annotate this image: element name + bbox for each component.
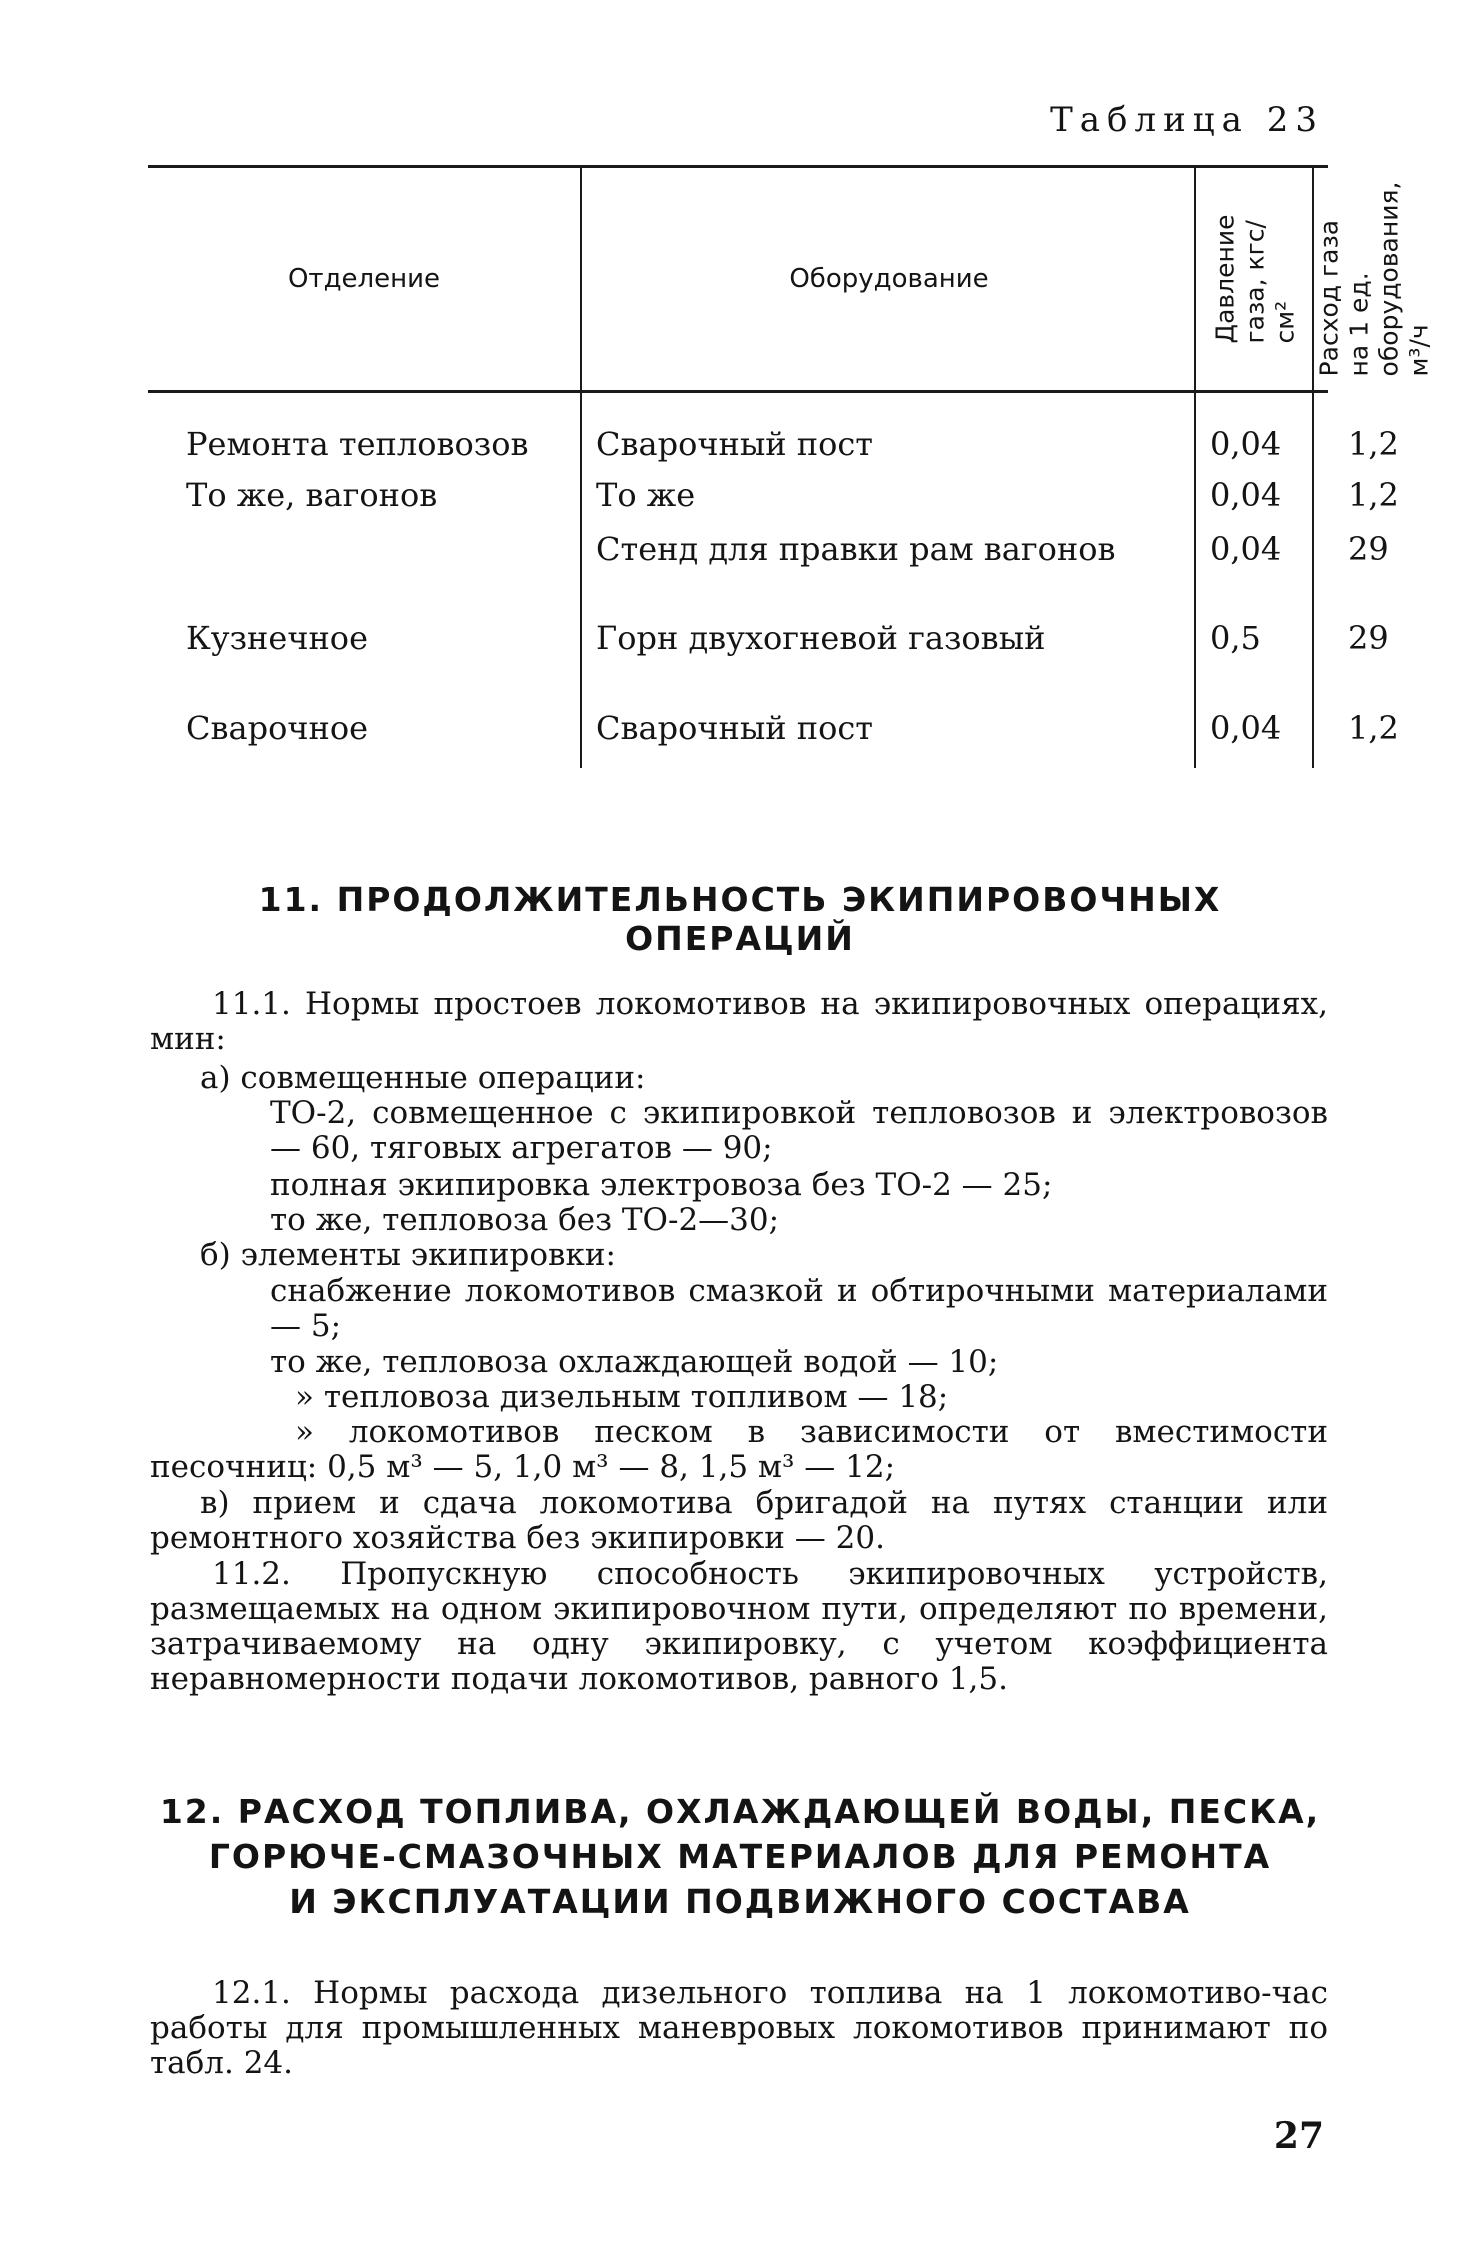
paragraph-11-1: 11.1. Нормы простоев локомотивов на экипировочных операциях, мин: <box>150 986 1328 1057</box>
list-item-v: в) прием и сдача локомотива бригадой на путях станции или ремонтного хозяйства без экипировки — 20. <box>150 1485 1328 1556</box>
list-item-a-1: ТО-2, совмещенное с экипировкой тепловозов и электровозов — 60, тяговых агрегатов — 90; <box>270 1095 1328 1166</box>
cell-pressure: 0,04 <box>1210 530 1282 568</box>
paragraph-12-1: 12.1. Нормы расхода дизельного топлива на 1 локомотиво-час работы для промышленных маневровых локомотивов принимают по табл. 24. <box>150 1975 1328 2081</box>
cell-flow: 1,2 <box>1348 425 1399 463</box>
cell-pressure: 0,5 <box>1210 619 1261 657</box>
cell-equipment: Сварочный пост <box>596 425 873 463</box>
gas-consumption-table <box>148 165 1433 768</box>
header-department: Отделение <box>287 264 441 294</box>
cell-pressure: 0,04 <box>1210 709 1282 747</box>
column-divider <box>1194 393 1196 768</box>
cell-flow: 29 <box>1348 619 1389 657</box>
paragraph-11-2: 11.2. Пропускную способность экипировочных устройств, размещаемых на одном экипировочном пути, определяют по времени, затрачиваемому на одну экипировку, с учетом коэффициента неравномерности подачи локомотивов, равного 1,5. <box>150 1556 1328 1697</box>
list-item-a-3: то же, тепловоза без ТО-2—30; <box>270 1202 780 1238</box>
cell-equipment: То же <box>596 476 696 514</box>
table-caption: Таблица 23 <box>1050 100 1324 140</box>
cell-department: Кузнечное <box>186 619 368 657</box>
cell-pressure: 0,04 <box>1210 476 1282 514</box>
page-number: 27 <box>1273 2115 1324 2157</box>
cell-flow: 29 <box>1348 530 1389 568</box>
cell-department: Ремонта тепловозов <box>186 425 529 463</box>
cell-equipment: Сварочный пост <box>596 709 873 747</box>
list-item-a: а) совмещенные операции: <box>200 1060 646 1096</box>
header-equipment: Оборудование <box>580 168 1196 390</box>
header-pressure: Давление газа, кгс/см² <box>1210 214 1300 344</box>
cell-equipment: Стенд для правки рам вагонов <box>596 530 1116 568</box>
section-11-heading: 11. ПРОДОЛЖИТЕЛЬНОСТЬ ЭКИПИРОВОЧНЫХ ОПЕРАЦИЙ <box>258 880 1222 958</box>
cell-department: То же, вагонов <box>186 476 438 514</box>
cell-department: Сварочное <box>186 709 369 747</box>
section-12-heading-line-2: ГОРЮЧЕ-СМАЗОЧНЫХ МАТЕРИАЛОВ ДЛЯ РЕМОНТА <box>208 1837 1272 1876</box>
header-flow: Расход газа на 1 ед. оборудования, м³/ч <box>1314 181 1433 377</box>
section-12-heading-line-3: И ЭКСПЛУАТАЦИИ ПОДВИЖНОГО СОСТАВА <box>289 1882 1191 1921</box>
list-item-b-1: снабжение локомотивов смазкой и обтирочными материалами — 5; <box>270 1273 1328 1344</box>
cell-equipment: Горн двухогневой газовый <box>596 619 1046 657</box>
table-body <box>148 393 1399 768</box>
list-item-a-2: полная экипировка электровоза без ТО-2 — 25; <box>270 1167 1053 1203</box>
section-12-heading-line-1: 12. РАСХОД ТОПЛИВА, ОХЛАЖДАЮЩЕЙ ВОДЫ, ПЕСКА, <box>159 1792 1321 1831</box>
header-pressure-cell <box>1194 168 1314 390</box>
list-item-b-4: » локомотивов песком в зависимости от вместимости песочниц: 0,5 м³ — 5, 1,0 м³ — 8, 1,5 м³ — 12; <box>150 1414 1328 1485</box>
cell-flow: 1,2 <box>1348 476 1399 514</box>
table-header <box>148 168 1433 393</box>
cell-pressure: 0,04 <box>1210 425 1282 463</box>
list-item-b: б) элементы экипировки: <box>200 1237 616 1273</box>
header-flow-cell <box>1312 168 1434 390</box>
cell-flow: 1,2 <box>1348 709 1399 747</box>
list-item-b-2: то же, тепловоза охлаждающей водой — 10; <box>270 1344 999 1380</box>
list-item-b-3: » тепловоза дизельным топливом — 18; <box>295 1379 949 1415</box>
